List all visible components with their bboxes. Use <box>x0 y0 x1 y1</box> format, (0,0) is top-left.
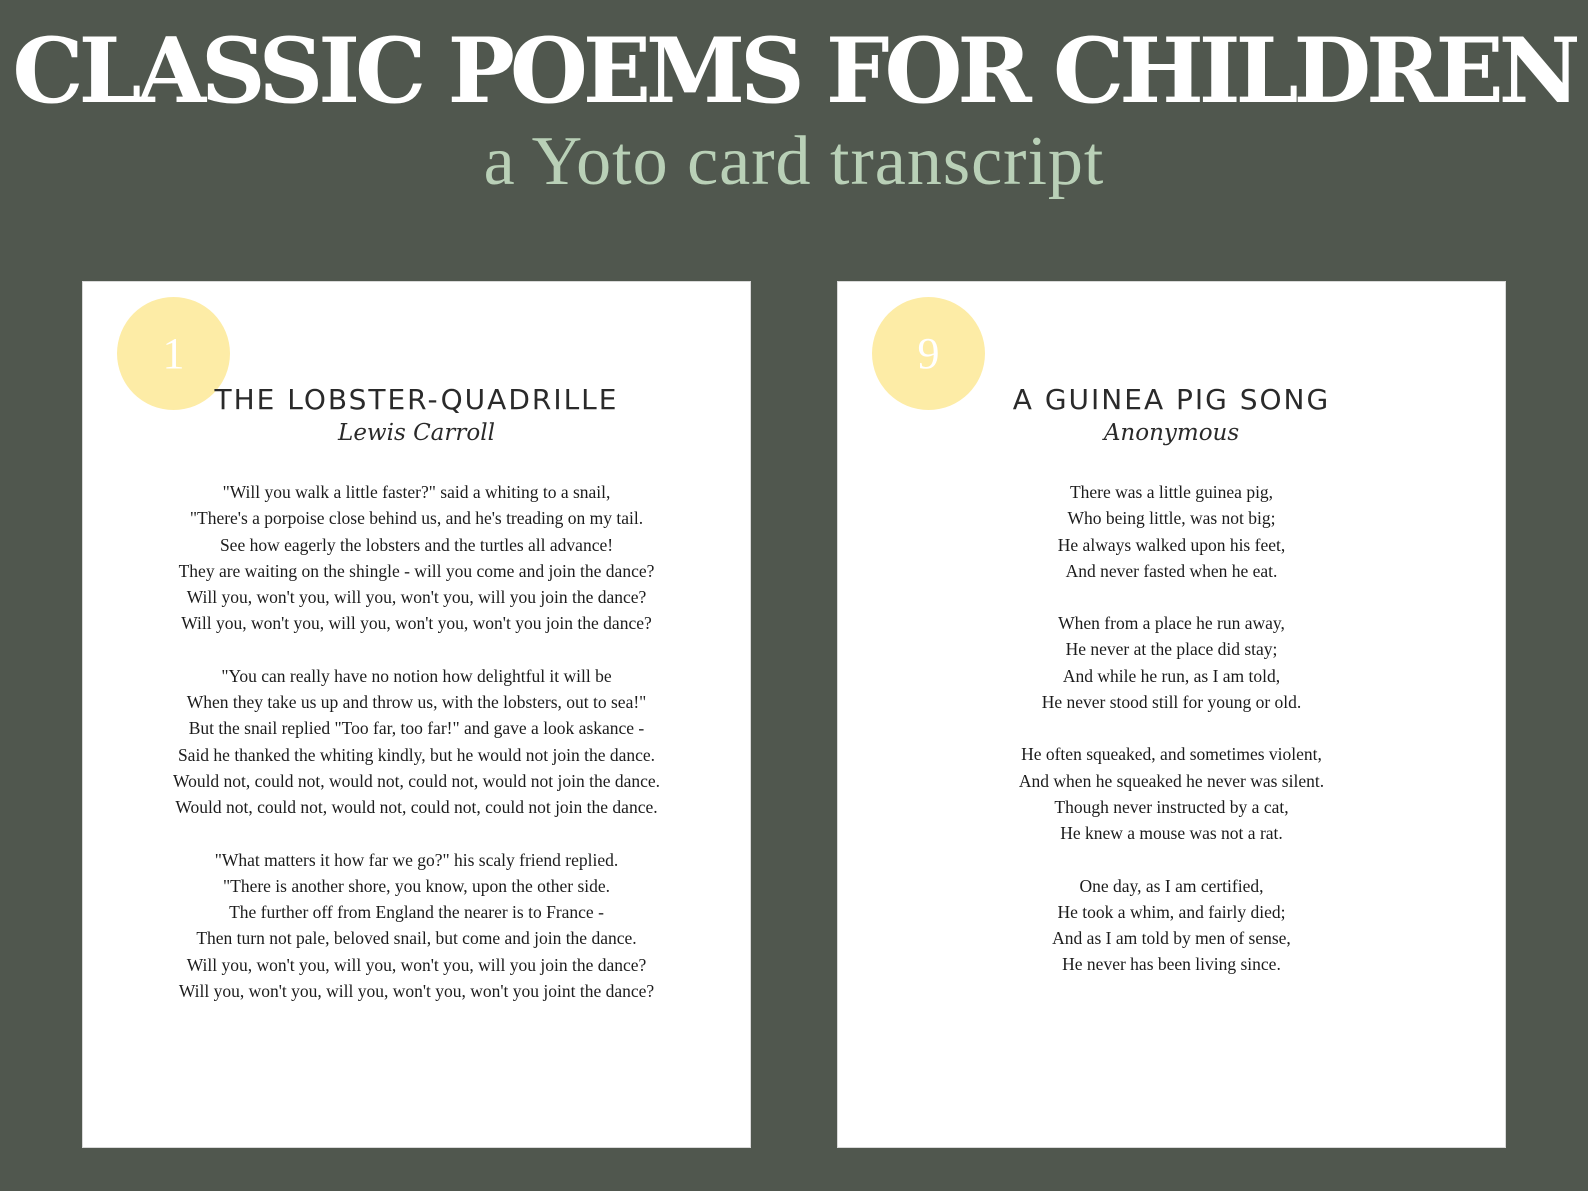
poem-line: He never has been living since. <box>1062 954 1281 975</box>
poem-author: Anonymous <box>1103 420 1240 446</box>
poem-line: Will you, won't you, will you, won't you, won't you joint the dance? <box>178 981 655 1002</box>
poem-body <box>838 479 1505 1004</box>
poem-number-badge: 1 <box>117 297 230 410</box>
poem-line: "There is another shore, you know, upon the other side. <box>222 875 611 896</box>
poem-page-lobster-quadrille <box>82 281 751 1148</box>
poem-line: But the snail replied "Too far, too far!" and gave a look askance - <box>188 718 645 739</box>
poem-title: A GUINEA PIG SONG <box>1012 383 1331 416</box>
poem-line: "Will you walk a little faster?" said a whiting to a snail, <box>222 482 611 502</box>
poem-line: Said he thanked the whiting kindly, but he would not join the dance. <box>177 744 656 765</box>
poem-author: Lewis Carroll <box>338 420 495 446</box>
poem-line: He never at the place did stay; <box>1065 639 1278 660</box>
stanza <box>83 847 750 1005</box>
poem-line: Would not, could not, would not, could not, would not join the dance. <box>172 770 661 791</box>
main-title: CLASSIC POEMS FOR CHILDREN <box>12 19 1576 124</box>
poem-line: And as I am told by men of sense, <box>1052 928 1291 949</box>
poem-line: He always walked upon his feet, <box>1057 534 1286 555</box>
poem-line: When they take us up and throw us, with the lobsters, out to sea!" <box>186 692 647 713</box>
poem-line: The further off from England the nearer is to France - <box>229 902 604 923</box>
poem-line: Though never instructed by a cat, <box>1054 796 1289 817</box>
poem-line: He never stood still for young or old. <box>1041 692 1302 713</box>
poem-line: Will you, won't you, will you, won't you, will you join the dance? <box>186 587 647 608</box>
subtitle: a Yoto card transcript <box>483 123 1105 200</box>
poem-line: And while he run, as I am told, <box>1062 665 1281 686</box>
poem-line: Will you, won't you, will you, won't you, won't you join the dance? <box>181 613 652 634</box>
poem-line: One day, as I am certified, <box>1079 875 1264 896</box>
poem-line: Then turn not pale, beloved snail, but come and join the dance. <box>196 928 637 949</box>
poem-line: And when he squeaked he never was silent. <box>1018 770 1325 791</box>
poem-line: Who being little, was not big; <box>1067 508 1276 529</box>
poem-line: "There's a porpoise close behind us, and he's treading on my tail. <box>189 508 644 529</box>
poem-body <box>83 479 750 1030</box>
poem-line: Would not, could not, would not, could not, could not join the dance. <box>175 797 658 818</box>
poem-line: He often squeaked, and sometimes violent, <box>1021 744 1322 765</box>
poem-number-badge: 9 <box>872 297 985 410</box>
poem-title: THE LOBSTER-QUADRILLE <box>214 383 619 416</box>
stanza <box>83 479 750 637</box>
stanza <box>838 479 1505 584</box>
stanza <box>83 663 750 821</box>
stanza <box>838 610 1505 715</box>
poem-line: He took a whim, and fairly died; <box>1057 901 1286 922</box>
poem-line: "What matters it how far we go?" his scaly friend replied. <box>214 849 619 870</box>
poem-line: They are waiting on the shingle - will you come and join the dance? <box>178 560 655 581</box>
poem-line: "You can really have no notion how delightful it will be <box>221 665 612 686</box>
poem-line: And never fasted when he eat. <box>1065 560 1278 581</box>
stanza <box>838 873 1505 978</box>
stanza <box>838 741 1505 846</box>
poem-line: He knew a mouse was not a rat. <box>1060 823 1283 844</box>
poem-line: Will you, won't you, will you, won't you, will you join the dance? <box>186 954 647 975</box>
poem-line: See how eagerly the lobsters and the turtles all advance! <box>219 534 614 555</box>
poem-line: When from a place he run away, <box>1058 613 1285 634</box>
poem-page-guinea-pig-song <box>837 281 1506 1148</box>
poem-line: There was a little guinea pig, <box>1069 482 1274 502</box>
